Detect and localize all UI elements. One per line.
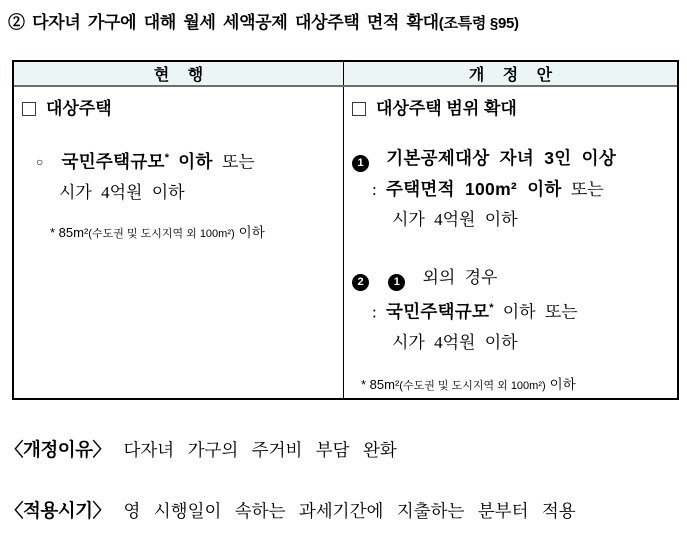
current-footnote-paren: (수도권 및 도시지역 외 100m²) [88,227,235,240]
current-footnote-lead: * 85m² [50,224,89,240]
application-timing-label: 〈적용시기〉 [5,500,111,521]
revised-item2-bold: 국민주택규모 [385,301,490,322]
revised-footnote-tail: 이하 [549,376,576,392]
revised-heading-label: 대상주택 범위 확대 [376,99,517,118]
page-title [8,8,684,33]
bottom-sections [5,436,683,523]
revision-reason-text: 다자녀 가구의 주거비 부담 완화 [123,440,397,460]
current-item-bold-tail: 이하 [178,151,213,172]
column-header-current: 현 행 [14,62,344,85]
current-item-rest: 또는 [221,152,255,172]
revision-reason-label: 〈개정이유〉 [5,439,111,460]
application-timing-line [5,497,683,523]
revised-item2-line1 [352,263,675,293]
asterisk-superscript: * [489,302,494,314]
revised-item1-title: 기본공제대상 자녀 3인 이상 [386,148,617,168]
current-item-bold: 국민주택규모 [61,151,165,172]
comparison-table [12,60,679,400]
circled-1-icon: 1 [388,274,405,291]
circle-bullet-icon: ○ [36,154,44,169]
revised-footnote-paren: (수도권 및 도시지역 외 100m²) [399,379,546,392]
checkbox-square-icon [352,102,366,116]
current-item-line2: 시가 4억원 이하 [59,182,185,202]
colon: : [372,180,377,199]
cell-current [14,87,344,398]
revised-item1-line2 [352,174,675,205]
revised-item1-line3: 시가 4억원 이하 [392,210,518,229]
column-header-revised: 개 정 안 [468,67,553,84]
revised-item1-line1 [352,143,675,174]
current-footnote-tail: 이하 [238,224,265,240]
revision-reason-line [5,436,683,462]
page-title-statute-ref: (조특령 §95) [438,15,519,32]
page-title-main: ② 다자녀 가구에 대해 월세 세액공제 대상주택 면적 확대 [8,13,439,32]
revised-item2-line3: 시가 4억원 이하 [392,332,518,352]
application-timing-text: 영 시행일이 속하는 과세기간에 지출하는 분부터 적용 [123,501,576,521]
table-body-row [14,87,677,398]
current-section-heading [22,96,341,122]
revised-section-heading [352,96,675,122]
circled-2-icon: 2 [352,274,369,291]
circled-1-icon: 1 [352,155,369,172]
checkbox-square-icon [22,102,36,116]
current-heading-label: 대상주택 [46,99,112,118]
revised-item2-line2 [352,293,675,328]
asterisk-superscript: * [164,152,170,164]
revised-item1-rest: 또는 [570,180,604,199]
revised-footnote-lead: * 85m² [361,376,400,392]
current-footnote [22,223,341,244]
revised-item2-rest: 이하 또는 [502,302,578,322]
current-item-line1 [22,143,341,178]
cell-revised [344,87,677,398]
revised-item1-bold: 주택면적 100m² 이하 [385,179,562,199]
revised-item2-title: 외의 경우 [422,268,498,287]
colon: : [372,302,377,322]
revised-footnote [352,375,675,396]
table-header-row [14,62,677,87]
